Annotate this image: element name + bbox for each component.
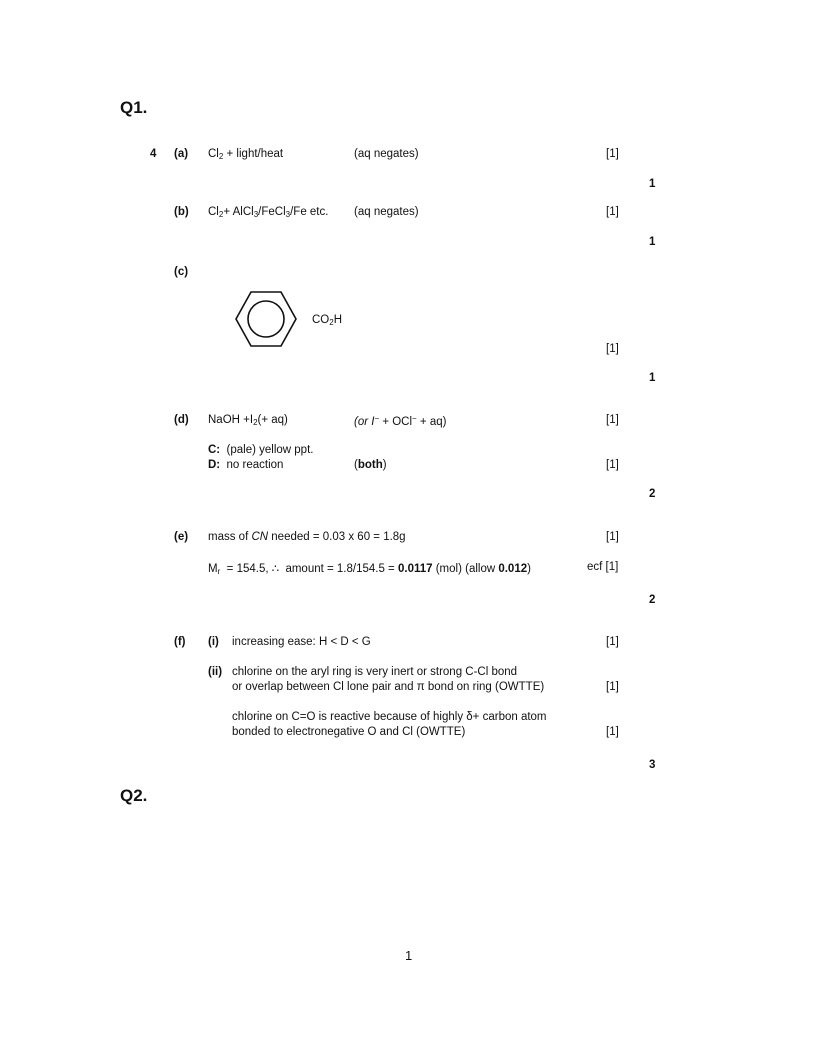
part-d-alt2: + OCl bbox=[379, 416, 413, 428]
part-b-s1: 2 bbox=[218, 210, 224, 219]
part-a-note: (aq negates) bbox=[354, 148, 419, 160]
co2h-text: CO bbox=[312, 314, 330, 326]
part-f-ii-line-1: chlorine on the aryl ring is very inert or strong C-Cl bond bbox=[232, 666, 518, 678]
part-d-both-word: both bbox=[357, 459, 383, 471]
part-f-i-text: increasing ease: H < D < G bbox=[232, 636, 371, 648]
part-e-l2-a: = 154.5, ∴ amount = 1.8/154.5 = bbox=[220, 563, 398, 575]
part-e-l1-pre: mass of bbox=[208, 531, 252, 543]
part-c-mark: [1] bbox=[606, 343, 619, 355]
part-d-reagent bbox=[208, 414, 288, 427]
part-b-t2: + AlCl bbox=[223, 206, 254, 218]
part-d-t2: (+ aq) bbox=[257, 414, 288, 426]
part-b-t4: /Fe etc. bbox=[290, 206, 329, 218]
part-b-note: (aq negates) bbox=[354, 206, 419, 218]
part-d-alt3: + aq) bbox=[416, 416, 447, 428]
part-d-d-text: no reaction bbox=[226, 459, 284, 471]
q2-heading: Q2. bbox=[120, 786, 148, 805]
part-b-label: (b) bbox=[174, 206, 189, 218]
part-b-t3: /FeCl bbox=[258, 206, 286, 218]
part-e-l2-m: M bbox=[208, 563, 218, 575]
part-e-l1-ital: CN bbox=[251, 531, 269, 543]
part-d-label: (d) bbox=[174, 414, 189, 426]
benzene-ring-structure bbox=[234, 290, 298, 348]
part-f-ii-line-4: bonded to electronegative O and Cl (OWTTE) bbox=[232, 726, 466, 738]
part-f-ii-label: (ii) bbox=[208, 666, 223, 678]
part-e-l2-sub: r bbox=[217, 567, 221, 576]
benzene-aromatic-circle bbox=[248, 301, 284, 337]
part-e-mark-1: [1] bbox=[606, 531, 619, 543]
question-number: 4 bbox=[150, 148, 157, 160]
part-f-ii-mark-1: [1] bbox=[606, 681, 619, 693]
part-d-both bbox=[354, 459, 387, 471]
part-e-line-1 bbox=[208, 531, 406, 543]
part-f-ii-line-3: chlorine on C=O is reactive because of highly δ+ carbon atom bbox=[232, 711, 547, 723]
part-e-line-2 bbox=[208, 561, 531, 576]
part-d-mark-2: [1] bbox=[606, 459, 619, 471]
part-e-l2-b1: 0.0117 bbox=[397, 563, 433, 575]
part-e-l2-c: (mol) (allow bbox=[432, 563, 499, 575]
part-d-both-open: ( bbox=[354, 459, 358, 471]
page-number: 1 bbox=[405, 948, 413, 963]
part-f-label: (f) bbox=[174, 636, 186, 648]
part-a-total: 1 bbox=[649, 178, 656, 190]
part-a-text: Cl bbox=[208, 148, 219, 160]
part-a-mark: [1] bbox=[606, 148, 619, 160]
part-d-result-d bbox=[208, 459, 283, 471]
part-b-total: 1 bbox=[649, 236, 656, 248]
part-f-total: 3 bbox=[649, 759, 656, 771]
part-d-mark-1: [1] bbox=[606, 414, 619, 426]
part-c-label: (c) bbox=[174, 266, 189, 278]
part-e-total: 2 bbox=[649, 594, 656, 606]
part-f-i-label: (i) bbox=[208, 636, 219, 648]
part-d-alt-sup: − bbox=[374, 414, 380, 423]
part-a-answer bbox=[208, 148, 283, 161]
part-d-both-close: ) bbox=[382, 459, 387, 471]
part-e-l2-d: ) bbox=[527, 563, 531, 575]
part-c-total: 1 bbox=[649, 372, 656, 384]
carboxylic-acid-group bbox=[312, 314, 342, 327]
part-d-d-label: D: bbox=[208, 459, 221, 471]
q1-heading: Q1. bbox=[120, 98, 148, 117]
part-b-s2: 3 bbox=[253, 210, 259, 219]
part-e-l2-b2: 0.012 bbox=[498, 563, 528, 575]
part-a-label: (a) bbox=[174, 148, 189, 160]
benzene-hexagon bbox=[236, 292, 296, 346]
part-a-sub: 2 bbox=[218, 152, 224, 161]
part-d-c-label: C: bbox=[208, 444, 221, 456]
part-b-t1: Cl bbox=[208, 206, 219, 218]
part-f-i-mark: [1] bbox=[606, 636, 619, 648]
part-d-alternative bbox=[354, 414, 446, 428]
part-d-s1: 2 bbox=[253, 418, 258, 427]
part-f-ii-line-2: or overlap between Cl lone pair and π bond on ring (OWTTE) bbox=[232, 681, 545, 693]
part-b-s3: 3 bbox=[285, 210, 291, 219]
part-d-result-c bbox=[208, 444, 313, 456]
part-d-alt1: (or I bbox=[354, 416, 375, 428]
part-b-answer bbox=[208, 206, 328, 219]
part-d-t1: NaOH +I bbox=[208, 414, 254, 426]
part-e-l1-post: needed = 0.03 x 60 = 1.8g bbox=[268, 531, 406, 543]
part-f-ii-mark-2: [1] bbox=[606, 726, 619, 738]
part-d-total: 2 bbox=[649, 488, 656, 500]
part-a-text-post: + light/heat bbox=[223, 148, 284, 160]
part-d-c-text: (pale) yellow ppt. bbox=[226, 444, 314, 456]
part-b-mark: [1] bbox=[606, 206, 619, 218]
part-d-alt-sup2: − bbox=[412, 414, 417, 423]
part-e-mark-2: ecf [1] bbox=[587, 561, 619, 573]
part-e-label: (e) bbox=[174, 531, 189, 543]
co2h-post: H bbox=[333, 314, 343, 326]
co2h-sub: 2 bbox=[329, 318, 334, 327]
